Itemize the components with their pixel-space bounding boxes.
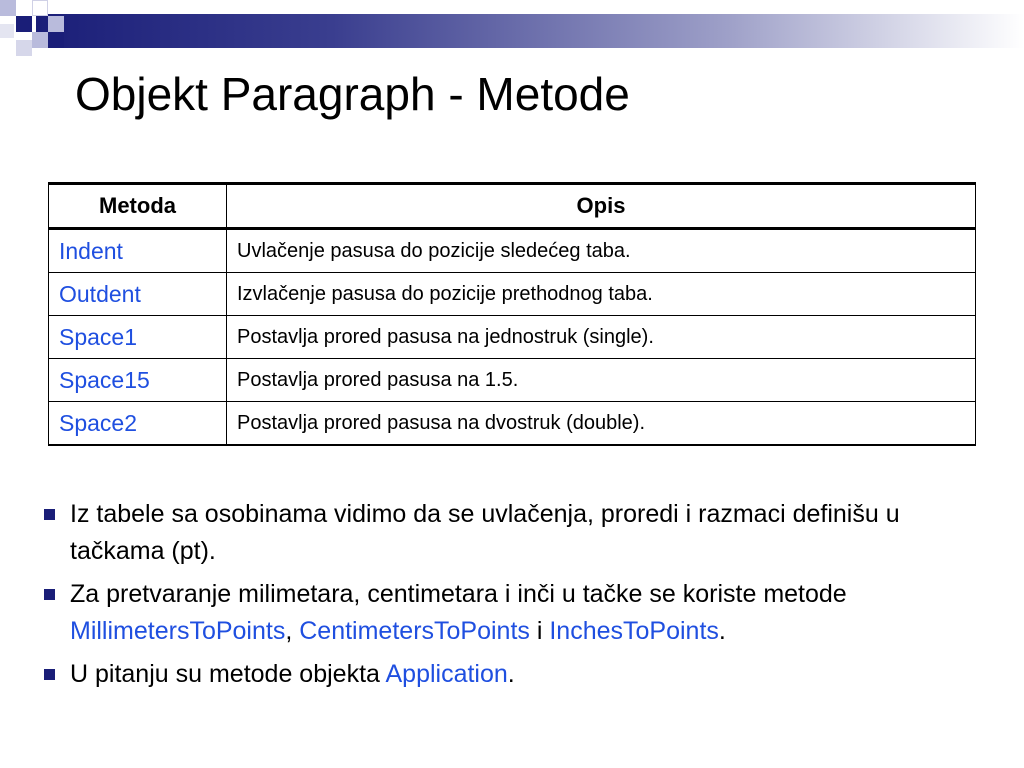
method-description: Postavlja prored pasusa na 1.5. <box>227 359 976 402</box>
bullet-item <box>44 656 974 693</box>
decor-square <box>48 32 64 48</box>
method-name: Space1 <box>49 316 227 359</box>
decor-square <box>0 24 14 38</box>
method-description: Postavlja prored pasusa na dvostruk (double). <box>227 402 976 446</box>
bullet-separator: i <box>529 617 550 645</box>
decor-square <box>0 0 16 16</box>
decor-square <box>16 40 32 56</box>
bullet-text: U pitanju su metode objekta <box>70 660 386 688</box>
bullet-item <box>44 496 974 570</box>
bullet-end: . <box>507 660 515 688</box>
table-header-row <box>49 184 976 229</box>
decor-square <box>48 16 64 32</box>
table-row <box>49 316 976 359</box>
method-description: Uvlačenje pasusa do pozicije sledećeg taba. <box>227 229 976 273</box>
table-row <box>49 273 976 316</box>
slide-title: Objekt Paragraph - Metode <box>75 68 630 120</box>
method-link-millimeters-to-points: MillimetersToPoints <box>70 617 286 645</box>
decor-square <box>32 0 48 16</box>
method-name: Space2 <box>49 402 227 446</box>
methods-table <box>48 182 976 446</box>
decor-square <box>16 16 32 32</box>
method-description: Postavlja prored pasusa na jednostruk (single). <box>227 316 976 359</box>
column-header-description: Opis <box>227 184 976 229</box>
bullet-item <box>44 576 974 650</box>
bullet-list <box>44 496 974 699</box>
method-name: Indent <box>49 229 227 273</box>
object-link-application: Application <box>385 660 508 688</box>
column-header-method: Metoda <box>49 184 227 229</box>
square-bullet-icon <box>44 589 55 600</box>
square-bullet-icon <box>44 509 55 520</box>
method-link-centimeters-to-points: CentimetersToPoints <box>299 617 530 645</box>
bullet-text: Za pretvaranje milimetara, centimetara i inči u tačke se koriste metode <box>70 580 847 608</box>
table-row <box>49 229 976 273</box>
bullet-text: Iz tabele sa osobinama vidimo da se uvlačenja, proredi i razmaci definišu u tačkama (pt). <box>70 500 900 565</box>
decor-square <box>32 32 48 48</box>
square-bullet-icon <box>44 669 55 680</box>
method-name: Space15 <box>49 359 227 402</box>
header-gradient-bar <box>36 14 1024 48</box>
bullet-end: . <box>718 617 726 645</box>
bullet-separator: , <box>285 617 300 645</box>
table-row <box>49 402 976 446</box>
table-row <box>49 359 976 402</box>
method-description: Izvlačenje pasusa do pozicije prethodnog taba. <box>227 273 976 316</box>
method-link-inches-to-points: InchesToPoints <box>549 617 719 645</box>
method-name: Outdent <box>49 273 227 316</box>
